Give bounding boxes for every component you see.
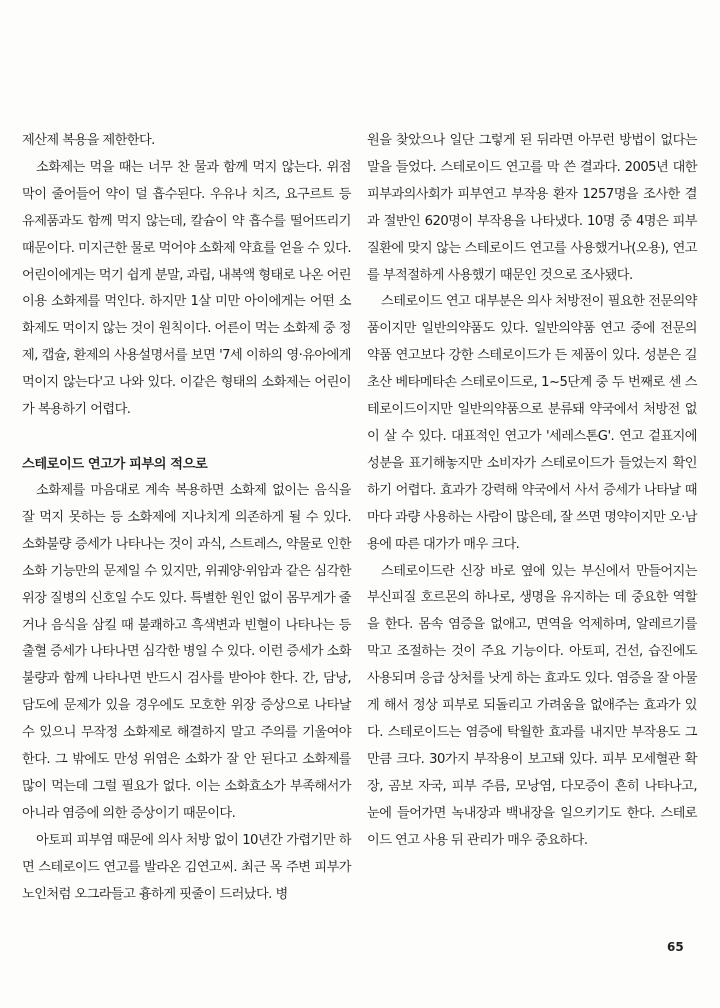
- paragraph: 아토피 피부염 때문에 의사 처방 없이 10년간 가렵기만 하면 스테로이드 연고를 발라온 김연고씨. 최근 목 주변 피부가 노인처럼 오그라들고 흉하게 핏줄이 드러났다. 병: [22, 832, 351, 902]
- paragraph: 소화제는 먹을 때는 너무 찬 물과 함께 먹지 않는다. 위점막이 줄어들어 약이 덜 흡수된다. 우유나 치즈, 요구르트 등 유제품과도 함께 먹지 않는데, 칼슘이 약 흡수를 떨어뜨리기 때문이다. 미지근한 물로 먹어야 소화제 약효를 얻을 수 있다. 어린이에게는 먹기 쉽게 분말, 과립, 내복액 형태로 나온 어린이용 소화제를 먹인다. 하지만 1살 미만 아이에게는 어떤 소화제도 먹이지 않는 것이 원칙이다. 어른이 먹는 소화제 중 정제, 캡슐, 환제의 사용설명서를 보면 '7세 이하의 영·유아에게 먹이지 않는다'고 나와 있다. 이같은 형태의 소화제는 어린이가 복용하기 어렵다.: [22, 159, 351, 418]
- left-column: [22, 128, 351, 908]
- paragraph: 스테로이드란 신장 바로 옆에 있는 부신에서 만들어지는 부신피질 호르몬의 하나로, 생명을 유지하는 데 중요한 역할을 한다. 몸속 염증을 없애고, 면역을 억제하며, 알레르기를 막고 조절하는 것이 주요 기능이다. 아토피, 건선, 습진에도 사용되며 응급 상처를 낫게 하는 효과도 있다. 염증을 잘 아물게 해서 정상 피부로 되돌리고 가려움을 없애주는 효과가 있다. 스테로이드는 염증에 탁월한 효과를 내지만 부작용도 그만큼 크다. 30가지 부작용이 보고돼 있다. 피부 모세혈관 확장, 곰보 자국, 피부 주름, 모낭염, 다모증이 흔히 나타나고, 눈에 들어가면 녹내장과 백내장을 일으키기도 한다. 스테로이드 연고 사용 뒤 관리가 매우 중요하다.: [367, 563, 697, 848]
- paragraph: 스테로이드 연고 대부분은 의사 처방전이 필요한 전문의약품이지만 일반의약품도 있다. 일반의약품 연고 중에 전문의약품 연고보다 강한 스테로이드가 든 제품이 있다. 성분은 길초산 베타메타손 스테로이드로, 1~5단계 중 두 번째로 센 스테로이드이지만 일반의약품으로 분류돼 약국에서 처방전 없이 살 수 있다. 대표적인 연고가 '세레스톤G'. 연고 겉표지에 성분을 표기해놓지만 소비자가 스테로이드가 들었는지 확인하기 어렵다. 효과가 강력해 약국에서 사서 증세가 나타날 때마다 과량 사용하는 사람이 많은데, 잘 쓰면 명약이지만 오·남용에 따른 대가가 매우 크다.: [367, 294, 697, 552]
- paragraph: 원을 찾았으나 일단 그렇게 된 뒤라면 아무런 방법이 없다는 말을 들었다. 스테로이드 연고를 막 쓴 결과다. 2005년 대한피부과의사회가 피부연고 부작용 환자 1257명을 조사한 결과 절반인 620명이 부작용을 나타냈다. 10명 중 4명은 피부질환에 맞지 않는 스테로이드 연고를 사용했거나(오용), 연고를 부적절하게 사용했기 때문인 것으로 조사됐다.: [367, 133, 697, 283]
- section-heading: 스테로이드 연고가 피부의 적으로: [22, 456, 208, 472]
- page-number: 65: [667, 940, 684, 954]
- paragraph: 제산제 복용을 제한한다.: [22, 133, 155, 148]
- paragraph: 소화제를 마음대로 계속 복용하면 소화제 없이는 음식을 잘 먹지 못하는 등 소화제에 지나치게 의존하게 될 수 있다. 소화불량 증세가 나타나는 것이 과식, 스트레스, 약물로 인한 소화 기능만의 문제일 수 있지만, 위궤양·위암과 같은 심각한 위장 질병의 신호일 수도 있다. 특별한 원인 없이 몸무게가 줄거나 음식을 삼킬 때 불쾌하고 흑색변과 빈혈이 나타나는 등 출혈 증세가 나타나면 심각한 병일 수 있다. 이런 증세가 소화불량과 함께 나타나면 반드시 검사를 받아야 한다. 간, 담낭, 담도에 문제가 있을 경우에도 모호한 위장 증상으로 나타날 수 있으니 무작정 소화제로 해결하지 말고 주의를 기울여야 한다. 그 밖에도 만성 위염은 소화가 잘 안 된다고 소화제를 많이 먹는데 그럴 필요가 없다. 이는 소화효소가 부족해서가 아니라 염증에 의한 증상이기 때문이다.: [22, 482, 351, 821]
- right-column: [367, 128, 697, 854]
